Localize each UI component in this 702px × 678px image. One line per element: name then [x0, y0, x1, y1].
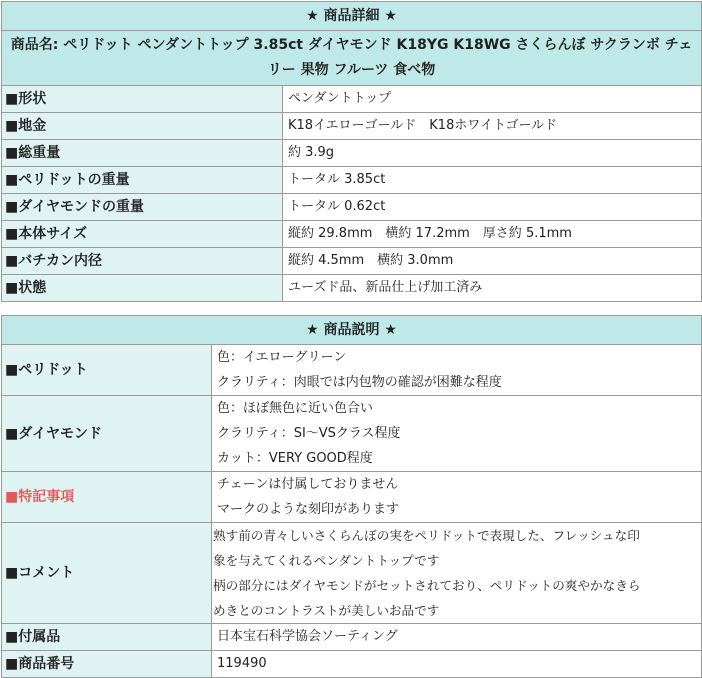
desc-line: マークのような刻印があります	[217, 502, 400, 517]
desc-label: ■商品番号	[2, 651, 212, 678]
detail-value: ユーズド品、新品仕上げ加工済み	[283, 275, 702, 302]
detail-value: K18イエローゴールド K18ホワイトゴールド	[283, 113, 702, 140]
detail-row-metal	[2, 113, 702, 140]
detail-value: トータル 0.62ct	[283, 194, 702, 221]
desc-value	[212, 345, 702, 396]
description-table	[1, 315, 702, 678]
desc-label: ■ペリドット	[2, 345, 212, 396]
detail-row-body-size	[2, 221, 702, 248]
detail-value: 縦約 29.8mm 横約 17.2mm 厚さ約 5.1mm	[283, 221, 702, 248]
detail-value: 約 3.9g	[283, 140, 702, 167]
detail-row-diamond-weight	[2, 194, 702, 221]
desc-row-accessories	[2, 624, 702, 651]
detail-row-total-weight	[2, 140, 702, 167]
detail-row-condition	[2, 275, 702, 302]
desc-row-special-notes	[2, 472, 702, 523]
desc-row-comment	[2, 523, 702, 624]
desc-line: 象を与えてくれるペンダントトップです	[213, 553, 440, 568]
detail-row-bail-size	[2, 248, 702, 275]
detail-label: ■ペリドットの重量	[2, 167, 283, 194]
detail-value: 縦約 4.5mm 横約 3.0mm	[283, 248, 702, 275]
detail-label: ■状態	[2, 275, 283, 302]
desc-value	[212, 472, 702, 523]
desc-row-peridot	[2, 345, 702, 396]
desc-line: 色：イエローグリーン	[217, 350, 347, 365]
detail-label: ■ダイヤモンドの重量	[2, 194, 283, 221]
detail-label: ■総重量	[2, 140, 283, 167]
description-header: ★ 商品説明 ★	[2, 316, 702, 345]
desc-row-item-number	[2, 651, 702, 678]
desc-value: 119490	[212, 651, 702, 678]
detail-label: ■バチカン内径	[2, 248, 283, 275]
desc-line: 柄の部分にはダイヤモンドがセットされており、ペリドットの爽やかなきら	[213, 578, 641, 593]
desc-label: ■付属品	[2, 624, 212, 651]
desc-line: 色：ほぼ無色に近い色合い	[217, 401, 374, 416]
detail-label: ■地金	[2, 113, 283, 140]
detail-row-shape	[2, 86, 702, 113]
desc-label: ■コメント	[2, 523, 212, 624]
detail-label: ■形状	[2, 86, 283, 113]
product-name: 商品名: ペリドット ペンダントトップ 3.85ct ダイヤモンド K18YG K18WG さくらんぼ サクランボ チェリー 果物 フルーツ 食べ物	[2, 31, 702, 86]
detail-label: ■本体サイズ	[2, 221, 283, 248]
desc-line: クラリティ：肉眼では内包物の確認が困難な程度	[217, 375, 502, 390]
desc-value	[212, 396, 702, 472]
desc-line: クラリティ：SI～VSクラス程度	[217, 426, 401, 441]
desc-value	[212, 523, 702, 624]
details-table	[1, 1, 702, 302]
detail-row-peridot-weight	[2, 167, 702, 194]
desc-line: チェーンは付属しておりません	[217, 477, 399, 492]
desc-row-diamond	[2, 396, 702, 472]
details-header: ★ 商品詳細 ★	[2, 2, 702, 31]
desc-value: 日本宝石科学協会ソーティング	[212, 624, 702, 651]
desc-line: 熟す前の青々しいさくらんぼの実をペリドットで表現した、フレッシュな印	[213, 528, 640, 543]
desc-label: ■ダイヤモンド	[2, 396, 212, 472]
desc-line: カット：VERY GOOD程度	[217, 451, 373, 466]
desc-line: めきとのコントラストが美しいお品です	[213, 603, 440, 618]
detail-value: ペンダントトップ	[283, 86, 702, 113]
desc-label: ■特記事項	[2, 472, 212, 523]
detail-value: トータル 3.85ct	[283, 167, 702, 194]
